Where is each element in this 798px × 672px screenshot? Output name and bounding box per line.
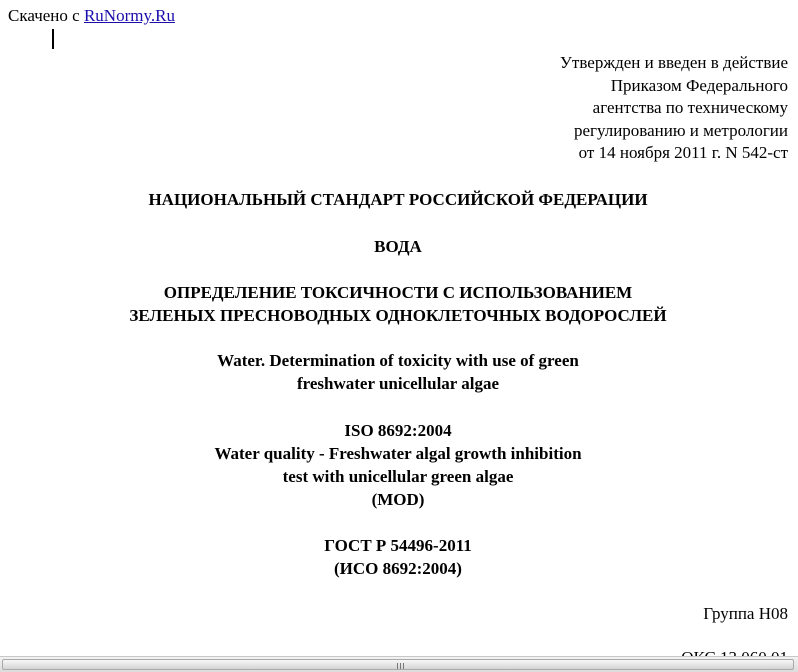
gost-line: (ИСО 8692:2004)	[334, 559, 462, 578]
title-ru-line: ЗЕЛЕНЫХ ПРЕСНОВОДНЫХ ОДНОКЛЕТОЧНЫХ ВОДОРОСЛЕЙ	[129, 306, 667, 325]
scrollbar-thumb[interactable]	[2, 659, 794, 670]
approval-line: Утвержден и введен в действие	[559, 53, 788, 72]
source-line	[8, 6, 175, 26]
gost-line: ГОСТ Р 54496-2011	[324, 536, 472, 555]
iso-line: test with unicellular green algae	[282, 467, 514, 486]
subject-block	[0, 235, 796, 258]
iso-line: ISO 8692:2004	[344, 421, 452, 440]
runormy-link[interactable]: RuNormy.Ru	[83, 6, 175, 25]
gost-block	[0, 534, 796, 580]
standard-subject: ВОДА	[374, 237, 422, 256]
standard-header: НАЦИОНАЛЬНЫЙ СТАНДАРТ РОССИЙСКОЙ ФЕДЕРАЦИИ	[148, 190, 648, 209]
iso-line: Water quality - Freshwater algal growth inhibition	[214, 444, 582, 463]
title-ru-line: ОПРЕДЕЛЕНИЕ ТОКСИЧНОСТИ С ИСПОЛЬЗОВАНИЕМ	[163, 283, 633, 302]
title-en-block	[0, 349, 796, 395]
group-label: Группа H08	[703, 604, 788, 623]
approval-line: от 14 ноября 2011 г. N 542-ст	[578, 143, 788, 162]
grip-icon	[397, 663, 406, 669]
iso-line: (MOD)	[371, 490, 425, 509]
approval-line: регулированию и метрологии	[573, 120, 788, 140]
horizontal-scrollbar[interactable]	[0, 656, 798, 672]
title-ru-block	[0, 281, 796, 327]
approval-line: агентства по техническому	[592, 98, 788, 117]
text-cursor	[52, 29, 54, 49]
title-en-line: Water. Determination of toxicity with use of green	[217, 351, 579, 370]
approval-line: Приказом Федерального	[610, 75, 788, 95]
standard-header-block	[0, 188, 796, 211]
title-en-line: freshwater unicellular algae	[296, 374, 500, 393]
iso-block	[0, 419, 796, 511]
approval-block	[560, 52, 788, 165]
source-prefix: Скачено с	[8, 6, 84, 25]
